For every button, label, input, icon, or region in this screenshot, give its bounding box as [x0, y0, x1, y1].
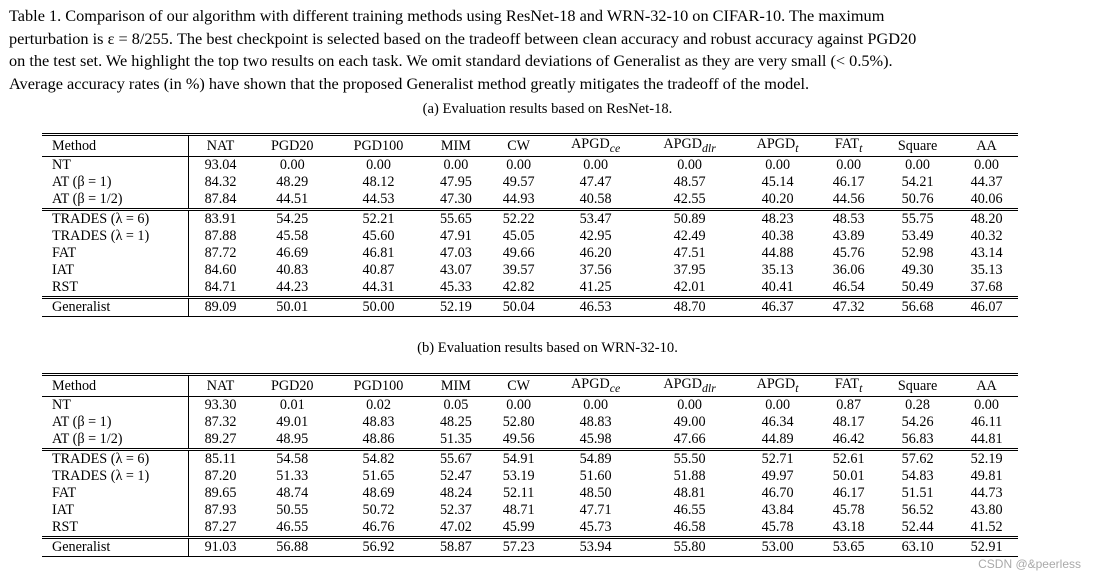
column-header: MIM [425, 135, 488, 157]
value-cell: 0.28 [880, 396, 955, 414]
value-cell: 40.41 [761, 279, 794, 296]
value-cell: 46.17 [832, 485, 865, 502]
method-cell: RST [42, 279, 189, 298]
value-cell: 0.00 [641, 396, 738, 414]
column-header: NAT [189, 135, 253, 157]
value-cell: 50.04 [487, 297, 550, 316]
value-cell: 49.57 [502, 174, 535, 191]
table-row [42, 537, 1018, 556]
value-cell: 36.06 [832, 262, 865, 279]
column-header: NAT [189, 375, 253, 397]
header-row [42, 135, 1018, 157]
column-header: Method [42, 135, 189, 157]
value-cell: 37.56 [579, 262, 612, 279]
value-cell: 48.69 [362, 485, 395, 502]
value-cell: 53.00 [738, 537, 817, 556]
value-cell: 48.86 [362, 431, 395, 448]
method-cell: TRADES (λ = 1) [42, 468, 189, 485]
value-cell: 40.32 [970, 228, 1003, 245]
table-row [42, 449, 1018, 468]
value-cell: 87.84 [204, 191, 237, 208]
value-cell: 43.14 [970, 245, 1003, 262]
value-cell: 48.74 [276, 485, 309, 502]
column-header: $APGD_t$ [738, 135, 817, 157]
method-cell: IAT [42, 502, 189, 519]
value-cell: 84.60 [204, 262, 237, 279]
column-header: CW [487, 375, 550, 397]
method-cell: AT (β = 1/2) [42, 191, 189, 210]
table-row [42, 228, 1018, 245]
value-cell: 0.87 [817, 396, 880, 414]
value-cell: 49.00 [673, 414, 706, 431]
value-cell: 41.52 [970, 519, 1003, 536]
method-cell: NT [42, 156, 189, 174]
value-cell: 46.42 [832, 431, 865, 448]
value-cell: 47.91 [439, 228, 472, 245]
value-cell: 48.95 [276, 431, 309, 448]
value-cell: 49.30 [901, 262, 934, 279]
value-cell: 46.81 [362, 245, 395, 262]
table-row [42, 502, 1018, 519]
method-cell: AT (β = 1/2) [42, 431, 189, 450]
value-cell: 0.00 [425, 156, 488, 174]
caption-line-4: Average accuracy rates (in %) have shown that the proposed Generalist method greatly mitigates the tradeoff of the model. [9, 73, 810, 93]
value-cell: 44.56 [832, 191, 865, 208]
value-cell: 0.00 [817, 156, 880, 174]
value-cell: 48.57 [673, 174, 706, 191]
value-cell: 47.32 [817, 297, 880, 316]
value-cell: 35.13 [970, 262, 1003, 279]
caption-line-2: perturbation is ε = 8/255. The best checkpoint is selected based on the tradeoff between clean accuracy and robust accuracy against PGD20 [9, 28, 917, 48]
method-cell: TRADES (λ = 1) [42, 228, 189, 245]
value-cell: 48.71 [502, 502, 535, 519]
header-row [42, 375, 1018, 397]
value-cell: 45.14 [761, 174, 794, 191]
value-cell: 44.89 [761, 431, 794, 448]
value-cell: 0.01 [252, 396, 332, 414]
value-cell: 0.00 [487, 396, 550, 414]
value-cell: 47.03 [439, 245, 472, 262]
value-cell: 48.83 [362, 414, 395, 431]
value-cell: 49.56 [502, 431, 535, 448]
value-cell: 42.55 [673, 191, 706, 208]
value-cell: 84.71 [204, 279, 237, 296]
table-row [42, 191, 1018, 210]
value-cell: 44.81 [970, 431, 1003, 448]
value-cell: 44.53 [362, 191, 395, 208]
method-cell: NT [42, 396, 189, 414]
value-cell: 42.95 [579, 228, 612, 245]
value-cell: 58.87 [425, 537, 488, 556]
column-header: MIM [425, 375, 488, 397]
value-cell: 49.81 [970, 468, 1003, 485]
value-cell: 40.87 [362, 262, 395, 279]
value-cell: 37.68 [970, 279, 1003, 296]
value-cell: 52.19 [955, 449, 1018, 468]
column-header: $APGD_{ce}$ [550, 135, 641, 157]
value-cell: 47.02 [439, 519, 472, 536]
value-cell: 87.88 [204, 228, 237, 245]
value-cell: 52.91 [955, 537, 1018, 556]
column-header: Square [880, 375, 955, 397]
table-row [42, 156, 1018, 174]
value-cell: 42.82 [502, 279, 535, 296]
value-cell: 44.31 [362, 279, 395, 296]
value-cell: 45.60 [362, 228, 395, 245]
value-cell: 56.68 [880, 297, 955, 316]
value-cell: 44.73 [970, 485, 1003, 502]
value-cell: 52.11 [502, 485, 535, 502]
method-cell: TRADES (λ = 6) [42, 449, 189, 468]
value-cell: 87.27 [204, 519, 237, 536]
value-cell: 45.78 [761, 519, 794, 536]
column-header: Square [880, 135, 955, 157]
value-cell: 93.04 [189, 156, 253, 174]
value-cell: 50.72 [362, 502, 395, 519]
value-cell: 52.98 [901, 245, 934, 262]
value-cell: 43.89 [832, 228, 865, 245]
subcaption-wrn3210: (b) Evaluation results based on WRN-32-10. [417, 340, 678, 356]
value-cell: 55.50 [641, 449, 738, 468]
value-cell: 56.83 [901, 431, 934, 448]
column-header: $APGD_{ce}$ [550, 375, 641, 397]
value-cell: 48.25 [439, 414, 472, 431]
table-row [42, 245, 1018, 262]
value-cell: 87.32 [204, 414, 237, 431]
value-cell: 44.23 [276, 279, 309, 296]
value-cell: 52.80 [502, 414, 535, 431]
value-cell: 0.00 [332, 156, 424, 174]
value-cell: 43.07 [439, 262, 472, 279]
value-cell: 54.58 [252, 449, 332, 468]
results-table-wrn3210 [42, 373, 1018, 557]
value-cell: 47.71 [579, 502, 612, 519]
value-cell: 46.55 [673, 502, 706, 519]
table-row [42, 414, 1018, 431]
table-row [42, 279, 1018, 298]
caption-line-3: on the test set. We highlight the top two results on each task. We omit standard deviations of Generalist as they are very small (< 0.5%). [9, 51, 893, 71]
value-cell: 89.27 [204, 431, 237, 448]
results-table-resnet18 [42, 133, 1018, 317]
value-cell: 48.70 [641, 297, 738, 316]
value-cell: 46.11 [970, 414, 1003, 431]
column-header: AA [955, 375, 1018, 397]
value-cell: 50.55 [276, 502, 309, 519]
value-cell: 40.58 [579, 191, 612, 208]
value-cell: 54.26 [901, 414, 934, 431]
value-cell: 39.57 [502, 262, 535, 279]
column-header: $APGD_{dlr}$ [641, 375, 738, 397]
value-cell: 55.65 [425, 209, 488, 228]
value-cell: 52.61 [817, 449, 880, 468]
value-cell: 53.19 [502, 468, 535, 485]
value-cell: 87.93 [204, 502, 237, 519]
value-cell: 54.91 [487, 449, 550, 468]
value-cell: 89.09 [189, 297, 253, 316]
value-cell: 47.47 [579, 174, 612, 191]
column-header: PGD20 [252, 375, 332, 397]
table-row [42, 485, 1018, 502]
value-cell: 48.29 [276, 174, 309, 191]
value-cell: 45.33 [439, 279, 472, 296]
caption-line-1: Table 1. Comparison of our algorithm with different training methods using ResNet-18 and WRN-32-10 on CIFAR-10. The maximum [9, 6, 885, 25]
value-cell: 57.23 [487, 537, 550, 556]
method-cell: RST [42, 519, 189, 538]
value-cell: 48.17 [832, 414, 865, 431]
value-cell: 40.38 [761, 228, 794, 245]
value-cell: 45.05 [502, 228, 535, 245]
value-cell: 49.01 [276, 414, 309, 431]
value-cell: 47.51 [673, 245, 706, 262]
method-cell: AT (β = 1) [42, 174, 189, 191]
value-cell: 51.51 [901, 485, 934, 502]
value-cell: 47.66 [673, 431, 706, 448]
value-cell: 84.32 [204, 174, 237, 191]
value-cell: 40.20 [761, 191, 794, 208]
column-header: $APGD_{dlr}$ [641, 135, 738, 157]
value-cell: 0.00 [955, 396, 1018, 414]
value-cell: 52.19 [425, 297, 488, 316]
value-cell: 85.11 [189, 449, 253, 468]
value-cell: 57.62 [880, 449, 955, 468]
value-cell: 50.49 [901, 279, 934, 296]
value-cell: 50.01 [832, 468, 865, 485]
method-cell: Generalist [42, 297, 189, 316]
value-cell: 91.03 [189, 537, 253, 556]
value-cell: 56.52 [901, 502, 934, 519]
value-cell: 46.17 [832, 174, 865, 191]
column-header: PGD100 [332, 135, 424, 157]
value-cell: 53.94 [550, 537, 641, 556]
value-cell: 46.55 [276, 519, 309, 536]
value-cell: 48.53 [817, 209, 880, 228]
value-cell: 0.00 [641, 156, 738, 174]
method-cell: FAT [42, 245, 189, 262]
column-header: CW [487, 135, 550, 157]
value-cell: 51.35 [439, 431, 472, 448]
value-cell: 40.06 [970, 191, 1003, 208]
value-cell: 46.76 [362, 519, 395, 536]
value-cell: 54.83 [901, 468, 934, 485]
value-cell: 87.72 [204, 245, 237, 262]
value-cell: 46.53 [550, 297, 641, 316]
table-row [42, 396, 1018, 414]
value-cell: 37.95 [673, 262, 706, 279]
column-header: $APGD_t$ [738, 375, 817, 397]
value-cell: 47.95 [439, 174, 472, 191]
column-header: Method [42, 375, 189, 397]
value-cell: 50.01 [252, 297, 332, 316]
value-cell: 49.97 [761, 468, 794, 485]
value-cell: 46.58 [673, 519, 706, 536]
value-cell: 52.37 [439, 502, 472, 519]
value-cell: 0.00 [252, 156, 332, 174]
value-cell: 46.37 [738, 297, 817, 316]
value-cell: 0.05 [425, 396, 488, 414]
watermark: CSDN @&peerless [978, 557, 1081, 571]
value-cell: 0.00 [955, 156, 1018, 174]
value-cell: 63.10 [880, 537, 955, 556]
value-cell: 45.98 [579, 431, 612, 448]
method-cell: FAT [42, 485, 189, 502]
table-row [42, 174, 1018, 191]
value-cell: 49.66 [502, 245, 535, 262]
value-cell: 51.60 [579, 468, 612, 485]
method-cell: TRADES (λ = 6) [42, 209, 189, 228]
table-row [42, 262, 1018, 279]
value-cell: 44.93 [502, 191, 535, 208]
table-caption [9, 5, 1089, 95]
value-cell: 48.50 [579, 485, 612, 502]
value-cell: 46.70 [761, 485, 794, 502]
value-cell: 54.21 [901, 174, 934, 191]
column-header: AA [955, 135, 1018, 157]
value-cell: 0.00 [738, 156, 817, 174]
value-cell: 46.54 [832, 279, 865, 296]
column-header: $FAT_t$ [817, 375, 880, 397]
method-cell: Generalist [42, 537, 189, 556]
value-cell: 54.82 [332, 449, 424, 468]
value-cell: 44.37 [970, 174, 1003, 191]
value-cell: 56.88 [252, 537, 332, 556]
value-cell: 46.07 [955, 297, 1018, 316]
value-cell: 45.78 [832, 502, 865, 519]
value-cell: 42.49 [673, 228, 706, 245]
value-cell: 51.65 [362, 468, 395, 485]
value-cell: 53.47 [550, 209, 641, 228]
value-cell: 53.49 [901, 228, 934, 245]
value-cell: 35.13 [761, 262, 794, 279]
value-cell: 45.73 [579, 519, 612, 536]
value-cell: 55.80 [641, 537, 738, 556]
value-cell: 50.89 [641, 209, 738, 228]
value-cell: 52.21 [332, 209, 424, 228]
value-cell: 54.89 [550, 449, 641, 468]
subcaption-resnet18: (a) Evaluation results based on ResNet-18. [422, 101, 673, 117]
table-row [42, 431, 1018, 450]
value-cell: 51.88 [673, 468, 706, 485]
column-header: PGD100 [332, 375, 424, 397]
value-cell: 83.91 [189, 209, 253, 228]
value-cell: 48.23 [738, 209, 817, 228]
value-cell: 45.76 [832, 245, 865, 262]
value-cell: 48.83 [579, 414, 612, 431]
value-cell: 87.20 [204, 468, 237, 485]
value-cell: 46.34 [761, 414, 794, 431]
value-cell: 50.76 [901, 191, 934, 208]
value-cell: 48.20 [955, 209, 1018, 228]
value-cell: 41.25 [579, 279, 612, 296]
value-cell: 54.25 [252, 209, 332, 228]
value-cell: 0.00 [550, 396, 641, 414]
value-cell: 0.00 [550, 156, 641, 174]
value-cell: 44.88 [761, 245, 794, 262]
table-row [42, 519, 1018, 538]
value-cell: 0.02 [332, 396, 424, 414]
value-cell: 52.71 [738, 449, 817, 468]
value-cell: 52.44 [901, 519, 934, 536]
value-cell: 40.83 [276, 262, 309, 279]
table-row [42, 468, 1018, 485]
value-cell: 93.30 [189, 396, 253, 414]
column-header: PGD20 [252, 135, 332, 157]
method-cell: IAT [42, 262, 189, 279]
value-cell: 89.65 [204, 485, 237, 502]
value-cell: 55.67 [425, 449, 488, 468]
value-cell: 45.58 [276, 228, 309, 245]
value-cell: 48.81 [673, 485, 706, 502]
value-cell: 55.75 [880, 209, 955, 228]
value-cell: 56.92 [332, 537, 424, 556]
value-cell: 53.65 [817, 537, 880, 556]
value-cell: 43.80 [970, 502, 1003, 519]
value-cell: 46.69 [276, 245, 309, 262]
value-cell: 52.22 [487, 209, 550, 228]
value-cell: 51.33 [276, 468, 309, 485]
value-cell: 0.00 [738, 396, 817, 414]
method-cell: AT (β = 1) [42, 414, 189, 431]
value-cell: 48.12 [362, 174, 395, 191]
table-row [42, 297, 1018, 316]
value-cell: 43.84 [761, 502, 794, 519]
value-cell: 48.24 [439, 485, 472, 502]
table-row [42, 209, 1018, 228]
value-cell: 50.00 [332, 297, 424, 316]
value-cell: 43.18 [832, 519, 865, 536]
value-cell: 52.47 [439, 468, 472, 485]
value-cell: 0.00 [880, 156, 955, 174]
value-cell: 0.00 [487, 156, 550, 174]
column-header: $FAT_t$ [817, 135, 880, 157]
value-cell: 47.30 [439, 191, 472, 208]
value-cell: 44.51 [276, 191, 309, 208]
value-cell: 45.99 [502, 519, 535, 536]
value-cell: 42.01 [673, 279, 706, 296]
value-cell: 46.20 [579, 245, 612, 262]
